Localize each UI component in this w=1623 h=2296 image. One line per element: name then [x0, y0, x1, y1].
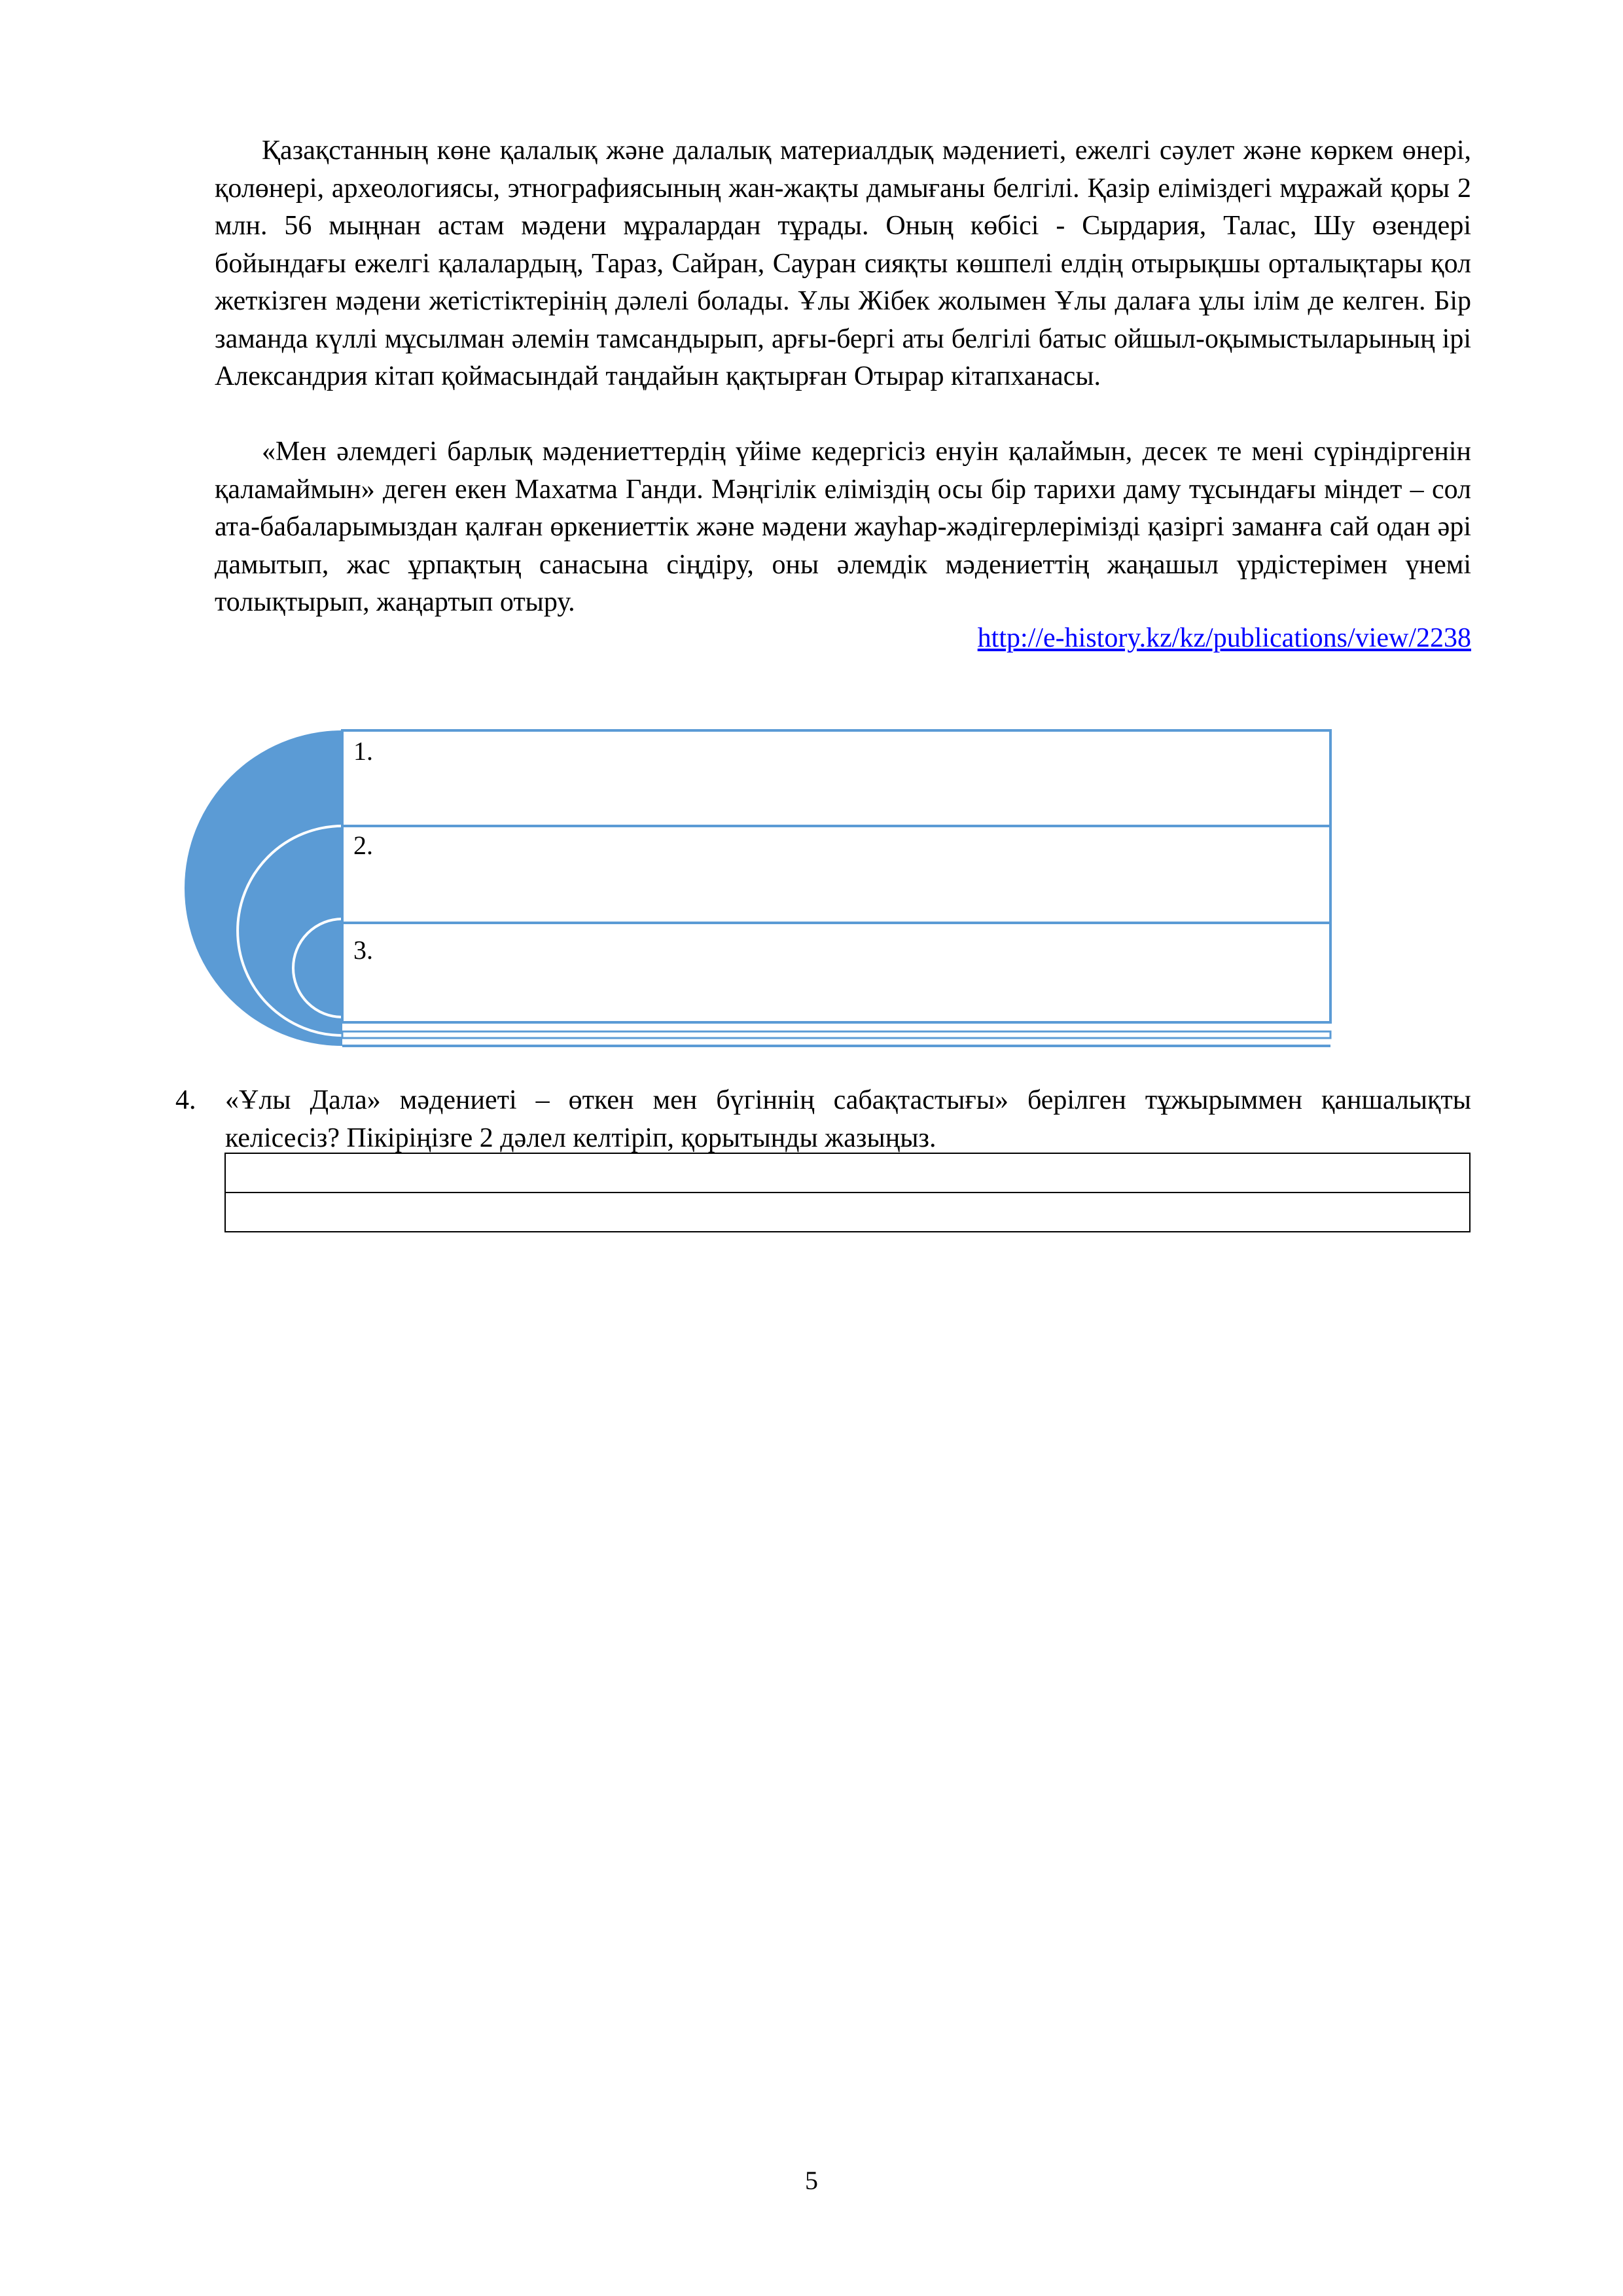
- diagram-box-1[interactable]: [342, 730, 1330, 826]
- diagram-item-1-label: 1.: [353, 736, 373, 766]
- answer-row-2: [225, 1193, 1470, 1232]
- answer-table: [224, 1153, 1471, 1232]
- page-number: 5: [805, 2166, 818, 2195]
- nested-arc-diagram: [0, 0, 1623, 1073]
- diagram-bottom-strip: [342, 1031, 1330, 1038]
- diagram-item-2-label: 2.: [353, 831, 373, 860]
- question-4-number: 4.: [175, 1085, 196, 1115]
- answer-cell-1[interactable]: [225, 1153, 1470, 1193]
- diagram-box-3[interactable]: [342, 923, 1330, 1022]
- diagram-box-2[interactable]: [342, 826, 1330, 923]
- article-paragraph-2: «Мен әлемдегі барлық мәдениеттердің үйіме кедергісіз енуін қалаймын, десек те мені сүріндіргенін қаламаймын» деген екен Махатма Ганди. Мәңгілік еліміздің осы бір тарихи даму тұсындағы міндет – сол ата-бабаларымыздан қалған өркениеттік және мәдени жауһар-жәдігерлерімізді қазіргі заманға сай одан әрі дамытып, жас ұрпақтың санасына сіңдіру, оны әлемдік мәдениеттің жаңашыл үрдістерімен үнемі толықтырып, жаңартып отыру.: [215, 437, 1471, 617]
- diagram-item-3-label: 3.: [353, 935, 373, 965]
- article-paragraph-1: Қазақстанның көне қалалық және далалық материалдық мәдениеті, ежелгі сәулет және көркем өнері, қолөнері, археологиясы, этнографиясының жан-жақты дамығаны белгілі. Қазір еліміздегі мұражай қоры 2 млн. 56 мыңнан астам мәдени мұралардан тұрады. Оның көбісі - Сырдария, Талас, Шу өзендері бойындағы ежелгі қалалардың, Тараз, Сайран, Сауран сияқты көшпелі елдің отырықшы орталықтары қол жеткізген мәдени жетістіктерінің дәлелі болады. Ұлы Жібек жолымен Ұлы далаға ұлы ілім де келген. Бір заманда күллі мұсылман әлемін тамсандырып, арғы-бергі аты белгілі батыс ойшыл-оқымыстыларының ірі Александрия кітап қоймасындай таңдайын қақтырған Отырар кітапханасы.: [215, 135, 1471, 391]
- answer-cell-2[interactable]: [225, 1193, 1470, 1232]
- source-link[interactable]: http://e-history.kz/kz/publications/view/2238: [977, 623, 1471, 653]
- answer-row-1: [225, 1153, 1470, 1193]
- question-4-text: «Ұлы Дала» мәдениеті – өткен мен бүгіннің сабақтастығы» берілген тұжырыммен қаншалықты келісесіз? Пікіріңізге 2 дәлел келтіріп, қорытынды жазыңыз.: [225, 1085, 1471, 1153]
